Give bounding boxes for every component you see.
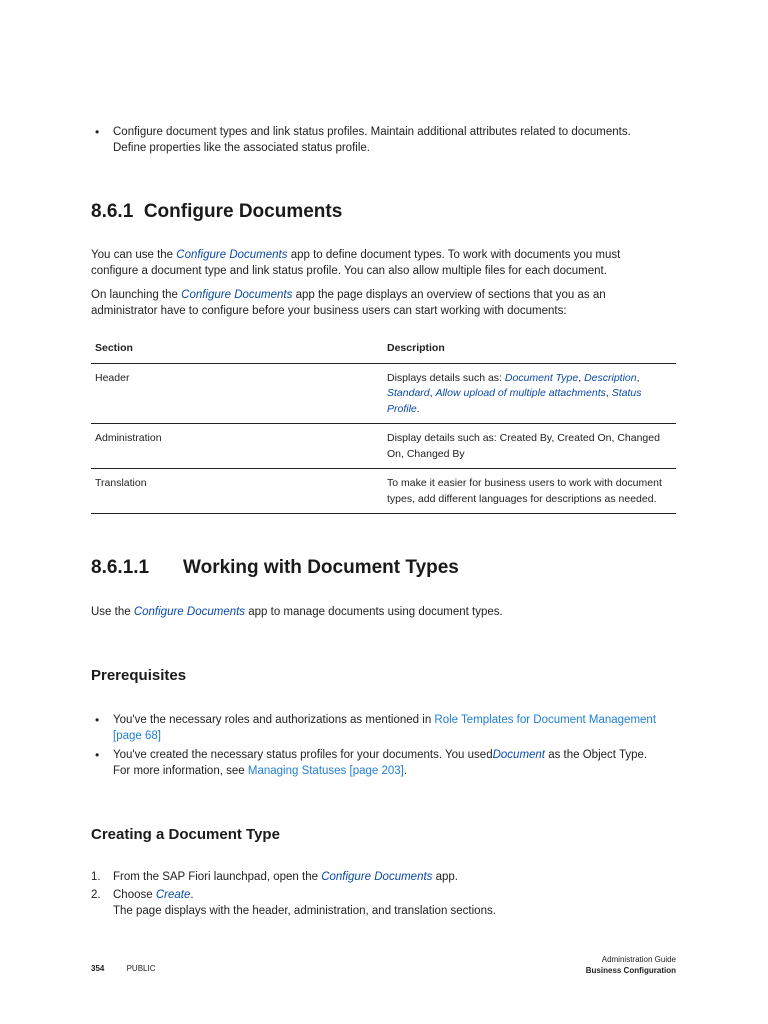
managing-statuses-link[interactable]: Managing Statuses [page 203] [247,765,404,777]
table-cell-section: Administration [91,424,383,469]
paragraph: Use the Configure Documents app to manage documents using document types. [91,606,503,618]
intro-bullet-list [91,124,676,159]
list-item: • Configure document types and link status profiles. Maintain additional attributes related to documents. Define properties like the associated status profile. [95,125,631,154]
paragraph: You can use the Configure Documents app to define document types. To work with documents you must configure a document type and link status profile. You can also allow multiple files for each document. [91,249,621,277]
table-header-row [91,336,676,363]
table-cell-section: Translation [91,469,383,514]
column-header-description: Description [383,336,676,363]
role-templates-link[interactable]: Role Templates for Document Management [434,714,657,726]
table-cell-description: Displays details such as: Document Type, Description, Standard, Allow upload of multiple attachments, Status Profile. [383,363,676,424]
bullet-icon: • [95,125,100,139]
section-heading-8-6-1-1: 8.6.1.1 Working with Document Types [91,557,459,578]
bullet-icon: • [95,748,100,762]
table-row [91,424,676,469]
classification-label: PUBLIC [126,964,156,973]
app-name: Configure Documents [133,606,246,618]
prerequisites-heading: Prerequisites [91,667,187,684]
document-page [91,0,676,1024]
page-number: 354 [91,964,105,973]
guide-title: Administration Guide [601,955,676,964]
table-cell-section: Header [91,363,383,424]
list-item: • You've the necessary roles and authorizations as mentioned in Role Templates for Document Management [page 68] [95,713,657,742]
table-row [91,469,676,514]
paragraph: On launching the Configure Documents app the page displays an overview of sections that you as an administrator have to configure before your business users can start working with documents: [91,289,606,317]
footer-right [586,954,676,976]
section-heading-8-6-1: 8.6.1 Configure Documents [91,201,343,222]
chapter-title: Business Configuration [585,966,676,975]
list-item: • You've created the necessary status profiles for your documents. You usedDocument as the Object Type. For more information, see Managing Statuses [page 203]. [95,748,648,777]
footer-left [91,964,156,973]
table-row [91,363,676,424]
creating-document-type-heading: Creating a Document Type [91,826,280,843]
role-templates-page-link[interactable]: [page 68] [113,730,161,742]
list-item: 1. From the SAP Fiori launchpad, open the Configure Documents app. [91,871,458,883]
app-name: Configure Documents [176,249,288,261]
steps-list [91,869,676,921]
prerequisites-list [91,712,676,782]
app-name: Configure Documents [181,289,293,301]
table-cell-description: Display details such as: Created By, Created On, Changed On, Changed By [383,424,676,469]
bullet-icon: • [95,713,100,727]
column-header-section: Section [91,336,383,363]
list-item: 2. Choose Create. The page displays with the header, administration, and translation sections. [91,889,496,917]
table-cell-description: To make it easier for business users to work with document types, add different languages for descriptions as needed. [383,469,676,514]
sections-table [91,336,676,514]
